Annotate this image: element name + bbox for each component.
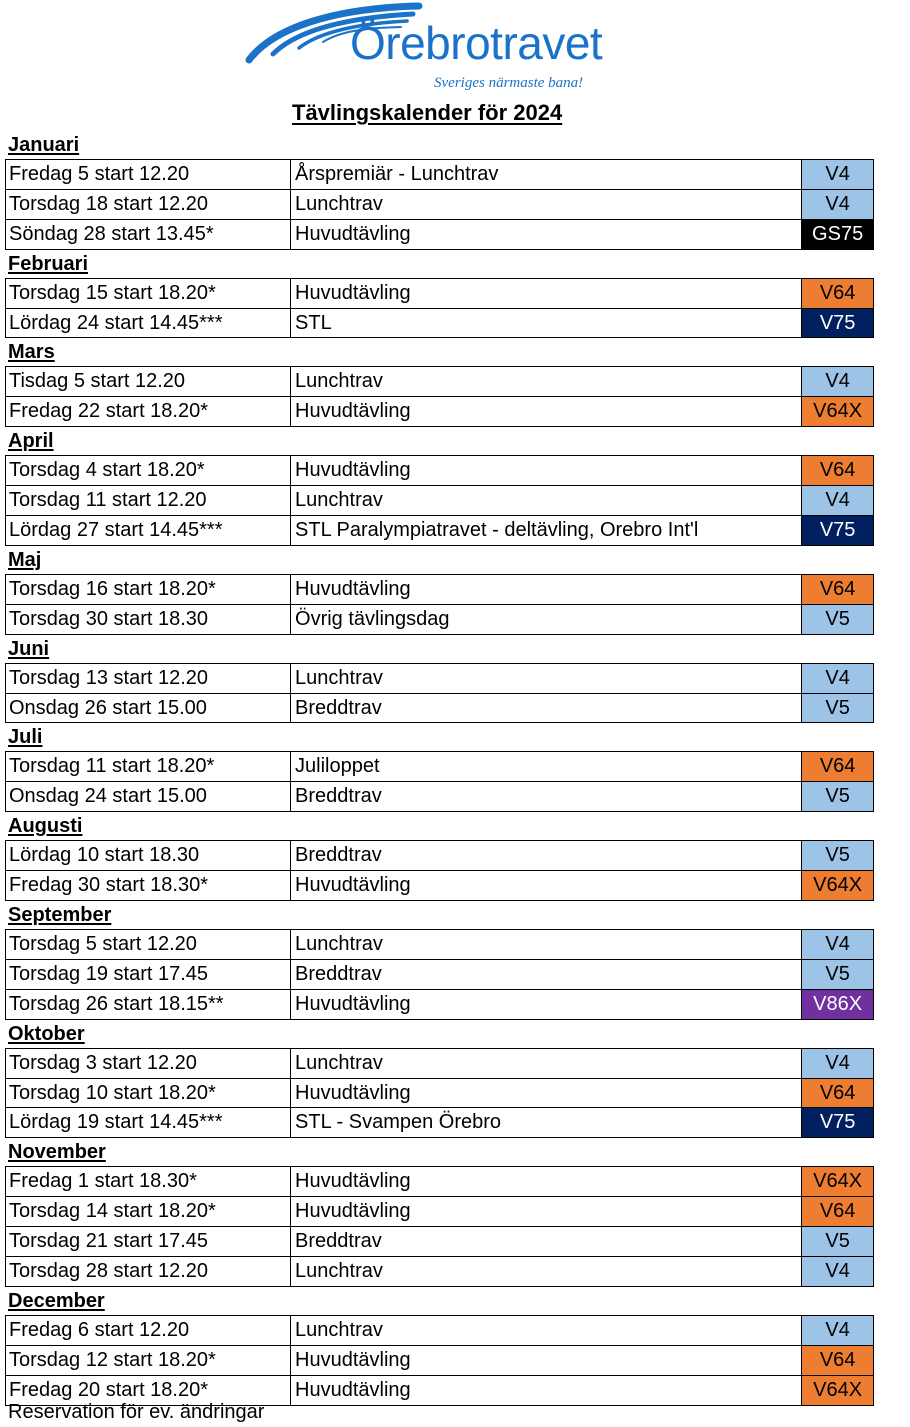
- game-type-badge: V86X: [802, 990, 873, 1019]
- event-name: Juliloppet: [291, 752, 802, 781]
- event-name: Lunchtrav: [291, 1049, 802, 1078]
- event-date: Torsdag 19 start 17.45: [6, 960, 291, 989]
- month-events-table: [5, 1166, 874, 1287]
- table-row: [6, 1196, 873, 1226]
- event-name: Huvudtävling: [291, 1197, 802, 1226]
- month-events-table: [5, 1315, 874, 1406]
- table-row: [6, 870, 873, 900]
- event-name: STL: [291, 309, 802, 338]
- table-row: [6, 989, 873, 1019]
- month-events-table: [5, 840, 874, 901]
- event-date: Torsdag 3 start 12.20: [6, 1049, 291, 1078]
- table-row: [6, 575, 873, 604]
- game-type-badge: V64: [802, 1346, 873, 1375]
- game-type-badge: V64: [802, 279, 873, 308]
- month-heading: November: [8, 1141, 106, 1164]
- event-name: Huvudtävling: [291, 575, 802, 604]
- game-type-badge: V4: [802, 367, 873, 396]
- game-type-badge: V75: [802, 1108, 873, 1137]
- table-row: [6, 1316, 873, 1345]
- table-row: [6, 456, 873, 485]
- page-title: Tävlingskalender för 2024: [292, 100, 563, 125]
- event-name: STL - Svampen Örebro: [291, 1108, 802, 1137]
- game-type-badge: V5: [802, 605, 873, 634]
- race-calendar: [5, 131, 874, 1406]
- event-date: Torsdag 21 start 17.45: [6, 1227, 291, 1256]
- table-row: [6, 219, 873, 249]
- event-date: Torsdag 11 start 12.20: [6, 486, 291, 515]
- month-events-table: [5, 751, 874, 812]
- game-type-badge: V5: [802, 782, 873, 811]
- event-date: Tisdag 5 start 12.20: [6, 367, 291, 396]
- game-type-badge: V4: [802, 1049, 873, 1078]
- event-name: Breddtrav: [291, 1227, 802, 1256]
- event-name: Huvudtävling: [291, 279, 802, 308]
- month-events-table: [5, 929, 874, 1020]
- event-date: Fredag 6 start 12.20: [6, 1316, 291, 1345]
- game-type-badge: V75: [802, 309, 873, 338]
- month-heading: Juli: [8, 726, 43, 749]
- page-header: [0, 0, 910, 125]
- table-row: [6, 693, 873, 723]
- event-date: Lördag 19 start 14.45***: [6, 1108, 291, 1137]
- table-row: [6, 160, 873, 189]
- table-row: [6, 781, 873, 811]
- game-type-badge: GS75: [802, 220, 873, 249]
- game-type-badge: V5: [802, 1227, 873, 1256]
- game-type-badge: V4: [802, 486, 873, 515]
- table-row: [6, 604, 873, 634]
- month-heading: Juni: [8, 637, 50, 660]
- month-heading: Mars: [8, 341, 55, 364]
- table-row: [6, 752, 873, 781]
- event-name: Lunchtrav: [291, 190, 802, 219]
- event-name: Breddtrav: [291, 782, 802, 811]
- table-row: [6, 396, 873, 426]
- game-type-badge: V64: [802, 456, 873, 485]
- month-heading: December: [8, 1289, 105, 1312]
- game-type-badge: V64: [802, 752, 873, 781]
- event-name: Lunchtrav: [291, 664, 802, 693]
- table-row: [6, 367, 873, 396]
- game-type-badge: V64: [802, 575, 873, 604]
- event-date: Torsdag 13 start 12.20: [6, 664, 291, 693]
- month-events-table: [5, 159, 874, 250]
- event-name: Huvudtävling: [291, 1346, 802, 1375]
- month-events-table: [5, 574, 874, 635]
- table-row: [6, 1256, 873, 1286]
- event-date: Torsdag 28 start 12.20: [6, 1257, 291, 1286]
- event-name: Lunchtrav: [291, 930, 802, 959]
- event-date: Fredag 22 start 18.20*: [6, 397, 291, 426]
- table-row: [6, 485, 873, 515]
- game-type-badge: V4: [802, 930, 873, 959]
- event-name: Huvudtävling: [291, 990, 802, 1019]
- event-date: Torsdag 15 start 18.20*: [6, 279, 291, 308]
- table-row: [6, 1345, 873, 1375]
- table-row: [6, 1078, 873, 1108]
- event-name: Breddtrav: [291, 960, 802, 989]
- month-events-table: [5, 1048, 874, 1139]
- footer-note: Reservation för ev. ändringar: [8, 1401, 265, 1423]
- event-name: Lunchtrav: [291, 1316, 802, 1345]
- table-row: [6, 959, 873, 989]
- event-date: Torsdag 14 start 18.20*: [6, 1197, 291, 1226]
- event-name: Årspremiär - Lunchtrav: [291, 160, 802, 189]
- event-name: Breddtrav: [291, 694, 802, 723]
- game-type-badge: V75: [802, 516, 873, 545]
- event-date: Lördag 10 start 18.30: [6, 841, 291, 870]
- table-row: [6, 189, 873, 219]
- event-date: Torsdag 4 start 18.20*: [6, 456, 291, 485]
- event-date: Torsdag 5 start 12.20: [6, 930, 291, 959]
- event-date: Torsdag 11 start 18.20*: [6, 752, 291, 781]
- event-date: Lördag 27 start 14.45***: [6, 516, 291, 545]
- event-date: Torsdag 18 start 12.20: [6, 190, 291, 219]
- game-type-badge: V5: [802, 960, 873, 989]
- month-heading: Maj: [8, 548, 42, 571]
- game-type-badge: V64X: [802, 1376, 873, 1405]
- game-type-badge: V64: [802, 1197, 873, 1226]
- event-name: Lunchtrav: [291, 367, 802, 396]
- month-heading: April: [8, 430, 54, 453]
- event-date: Lördag 24 start 14.45***: [6, 309, 291, 338]
- table-row: [6, 930, 873, 959]
- event-date: Torsdag 12 start 18.20*: [6, 1346, 291, 1375]
- event-name: Breddtrav: [291, 841, 802, 870]
- event-name: Huvudtävling: [291, 456, 802, 485]
- game-type-badge: V4: [802, 1257, 873, 1286]
- month-events-table: [5, 278, 874, 339]
- game-type-badge: V64: [802, 1079, 873, 1108]
- month-heading: September: [8, 904, 112, 927]
- month-heading: Februari: [8, 252, 89, 275]
- table-row: [6, 1226, 873, 1256]
- event-date: Fredag 5 start 12.20: [6, 160, 291, 189]
- event-name: Lunchtrav: [291, 1257, 802, 1286]
- game-type-badge: V4: [802, 160, 873, 189]
- event-date: Torsdag 26 start 18.15**: [6, 990, 291, 1019]
- game-type-badge: V5: [802, 694, 873, 723]
- event-date: Torsdag 30 start 18.30: [6, 605, 291, 634]
- event-date: Torsdag 16 start 18.20*: [6, 575, 291, 604]
- table-row: [6, 308, 873, 338]
- month-events-table: [5, 455, 874, 546]
- event-date: Torsdag 10 start 18.20*: [6, 1079, 291, 1108]
- event-name: STL Paralympiatravet - deltävling, Orebro Int'l: [291, 516, 802, 545]
- event-name: Övrig tävlingsdag: [291, 605, 802, 634]
- game-type-badge: V4: [802, 664, 873, 693]
- month-events-table: [5, 366, 874, 427]
- table-row: [6, 279, 873, 308]
- month-events-table: [5, 663, 874, 724]
- game-type-badge: V5: [802, 841, 873, 870]
- game-type-badge: V64X: [802, 397, 873, 426]
- month-heading: Augusti: [8, 815, 83, 838]
- event-date: Fredag 20 start 18.20*: [6, 1376, 291, 1405]
- game-type-badge: V64X: [802, 871, 873, 900]
- event-name: Huvudtävling: [291, 397, 802, 426]
- game-type-badge: V4: [802, 1316, 873, 1345]
- brand-name: Örebrotravet: [350, 17, 603, 69]
- event-date: Söndag 28 start 13.45*: [6, 220, 291, 249]
- game-type-badge: V4: [802, 190, 873, 219]
- table-row: [6, 1167, 873, 1196]
- event-name: Huvudtävling: [291, 1167, 802, 1196]
- month-heading: Januari: [8, 134, 80, 156]
- game-type-badge: V64X: [802, 1167, 873, 1196]
- table-row: [6, 1049, 873, 1078]
- event-date: Fredag 30 start 18.30*: [6, 871, 291, 900]
- event-date: Fredag 1 start 18.30*: [6, 1167, 291, 1196]
- month-heading: Oktober: [8, 1022, 85, 1045]
- event-name: Huvudtävling: [291, 1376, 802, 1405]
- table-row: [6, 515, 873, 545]
- event-name: Lunchtrav: [291, 486, 802, 515]
- event-name: Huvudtävling: [291, 220, 802, 249]
- event-date: Onsdag 24 start 15.00: [6, 782, 291, 811]
- event-name: Huvudtävling: [291, 871, 802, 900]
- table-row: [6, 841, 873, 870]
- event-name: Huvudtävling: [291, 1079, 802, 1108]
- table-row: [6, 664, 873, 693]
- table-row: [6, 1107, 873, 1137]
- brand-slogan: Sveriges närmaste bana!: [434, 75, 584, 91]
- event-date: Onsdag 26 start 15.00: [6, 694, 291, 723]
